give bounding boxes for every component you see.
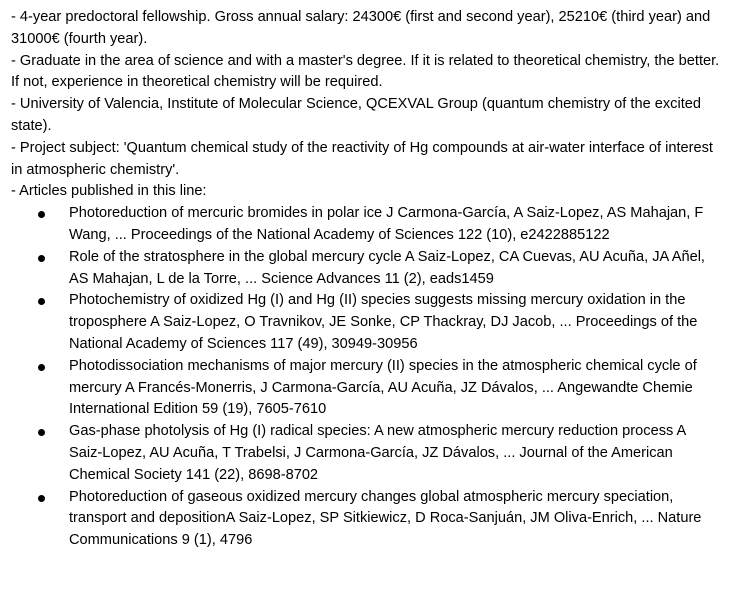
article-text: Role of the stratosphere in the global mercury cycle A Saiz-Lopez, CA Cuevas, AU Acuña, JA Añel, AS Mahajan, L de la Torre, ... Science Advances 11 (2), eads1459 — [69, 248, 705, 287]
articles-list — [11, 203, 726, 552]
requirements-paragraph: - Graduate in the area of science and with a master's degree. If it is related to theoretical chemistry, the better. If not, experience in theoretical chemistry will be required. — [11, 52, 720, 91]
salary-paragraph: - 4-year predoctoral fellowship. Gross annual salary: 24300€ (first and second year), 25210€ (third year) and 31000€ (fourth year). — [11, 9, 711, 47]
article-text: Photoreduction of mercuric bromides in polar ice J Carmona-García, A Saiz-Lopez, AS Mahajan, F Wang, ... Proceedings of the National Academy of Sciences 122 (10), e2422885122 — [69, 205, 704, 243]
article-text: Gas-phase photolysis of Hg (I) radical species: A new atmospheric mercury reduction process A Saiz-Lopez, AU Acuña, T Trabelsi, J Carmona-García, JZ Dávalos, ... Journal of the American Chemical Society 141 (22), 8698-8702 — [69, 423, 686, 483]
bullet-icon — [38, 429, 45, 436]
article-text: Photochemistry of oxidized Hg (I) and Hg (II) species suggests missing mercury oxidation in the troposphere A Saiz-Lopez, O Travnikov, JE Sonke, CP Thackray, DJ Jacob, ... Proceedings of the National Academy of Sciences 117 (49), 30949-30956 — [69, 292, 698, 352]
bullet-icon — [38, 495, 45, 502]
project-subject-paragraph: - Project subject: 'Quantum chemical study of the reactivity of Hg compounds at air-water interface of interest in atmospheric chemistry'. — [11, 139, 713, 178]
list-item — [11, 203, 726, 247]
list-item — [11, 356, 726, 421]
list-item — [11, 421, 726, 486]
list-item — [11, 247, 726, 291]
institution-paragraph: - University of Valencia, Institute of Molecular Science, QCEXVAL Group (quantum chemistry of the excited state). — [11, 96, 701, 134]
bullet-icon — [38, 298, 45, 305]
bullet-icon — [38, 211, 45, 218]
bullet-icon — [38, 255, 45, 262]
list-item — [11, 487, 726, 552]
articles-heading: - Articles published in this line: — [11, 183, 207, 200]
article-text: Photoreduction of gaseous oxidized mercury changes global atmospheric mercury speciation, transport and depositionA Saiz-Lopez, SP Sitkiewicz, D Roca-Sanjuán, JM Oliva-Enrich, ... Nature Communications 9 (1), 4796 — [69, 488, 702, 549]
list-item — [11, 290, 726, 355]
bullet-icon — [38, 364, 45, 371]
article-text: Photodissociation mechanisms of major mercury (II) species in the atmospheric chemical cycle of mercury A Francés-Monerris, J Carmona-García, AU Acuña, JZ Dávalos, ... Angewandte Chemie International Edition 59 (19), 7605-7610 — [69, 357, 697, 418]
